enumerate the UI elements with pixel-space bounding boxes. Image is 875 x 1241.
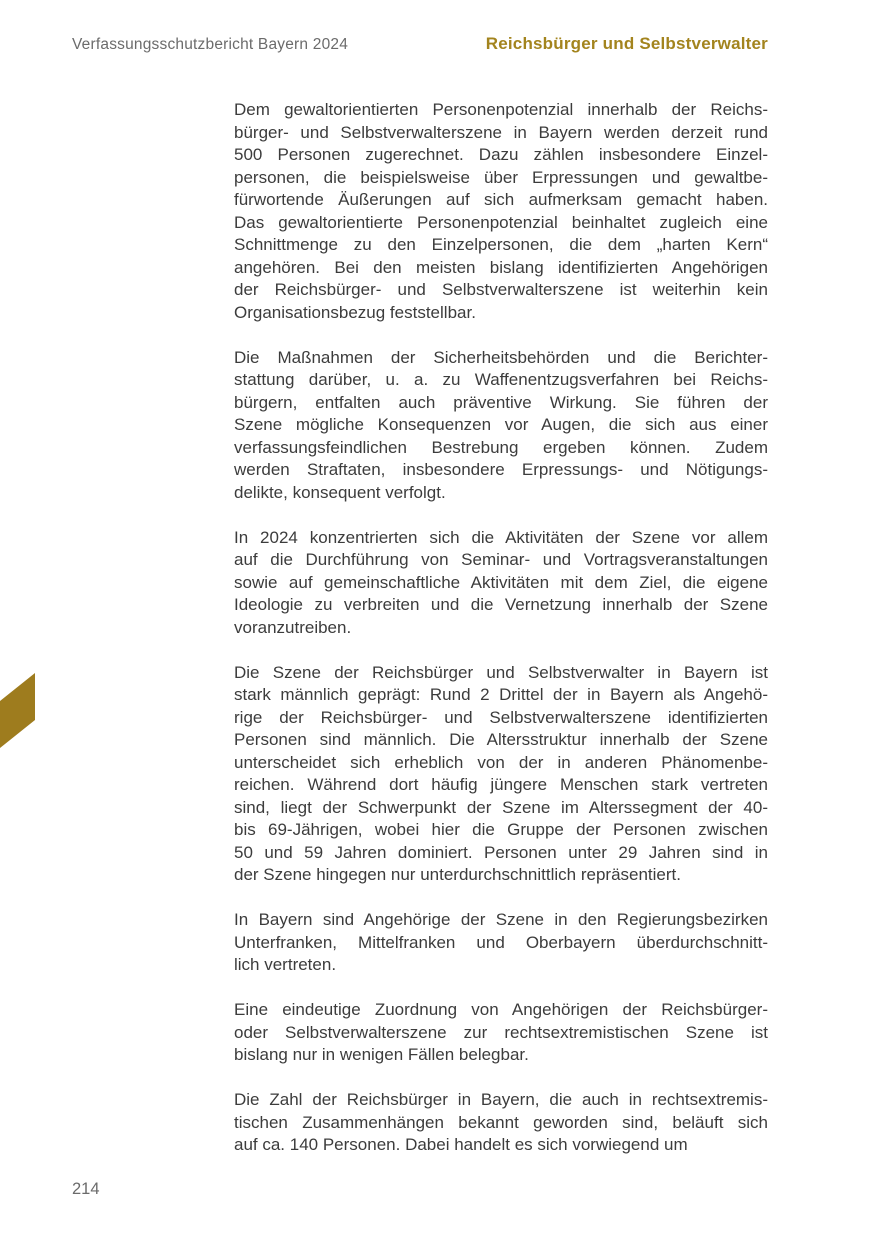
text-line: unterscheidet sich erheblich von der in anderen Phänomenbe- [234, 752, 768, 772]
paragraph [234, 1089, 768, 1157]
text-line: sind, liegt der Schwerpunkt der Szene im Alterssegment der 40- [234, 797, 768, 817]
text-line: angehören. Bei den meisten bislang identifizierten Angehörigen [234, 257, 768, 277]
text-line: Personen sind männlich. Die Altersstruktur innerhalb der Szene [234, 730, 768, 749]
text-line: auf ca. 140 Personen. Dabei handelt es sich vorwiegend um [234, 1135, 688, 1154]
text-line: Organisationsbezug feststellbar. [234, 302, 476, 322]
text-line: fürwortende Äußerungen auf sich aufmerksam gemacht haben. [234, 190, 768, 209]
body-text [234, 99, 768, 1157]
text-line: Schnittmenge zu den Einzelpersonen, die dem „harten Kern“ [234, 235, 768, 254]
paragraph [234, 527, 768, 640]
paragraph [234, 99, 768, 324]
text-line: Die Zahl der Reichsbürger in Bayern, die auch in rechtsextremis- [234, 1090, 768, 1109]
header-section-title: Reichsbürger und Selbstverwalter [485, 34, 768, 53]
paragraph [234, 999, 768, 1067]
text-line: delikte, konsequent verfolgt. [234, 482, 446, 502]
text-line: voranzutreiben. [234, 617, 352, 637]
text-line: reichen. Während dort häufig jüngere Menschen stark vertreten [234, 775, 768, 794]
text-line: bürgern, entfalten auch präventive Wirkung. Sie führen der [234, 392, 768, 412]
text-line: bis 69-Jährigen, wobei hier die Gruppe der Personen zwischen [234, 820, 768, 839]
text-line: Unterfranken, Mittelfranken und Oberbayern überdurchschnitt- [234, 932, 768, 952]
text-line: stattung darüber, u. a. zu Waffenentzugsverfahren bei Reichs- [234, 370, 768, 389]
paragraph [234, 909, 768, 977]
text-line: verfassungsfeindlichen Bestrebung ergeben können. Zudem [234, 437, 768, 457]
text-line: Ideologie zu verbreiten und die Vernetzung innerhalb der Szene [234, 595, 768, 614]
text-line: personen, die beispielsweise über Erpressungen und gewaltbe- [234, 167, 768, 187]
text-line: 50 und 59 Jahren dominiert. Personen unter 29 Jahren sind in [234, 842, 768, 862]
text-line: Die Maßnahmen der Sicherheitsbehörden und die Berichter- [234, 347, 768, 367]
paragraph [234, 347, 768, 505]
text-line: sowie auf gemeinschaftliche Aktivitäten mit dem Ziel, die eigene [234, 572, 768, 592]
text-line: oder Selbstverwalterszene zur rechtsextremistischen Szene ist [234, 1022, 768, 1042]
text-line: tischen Zusammenhängen bekannt geworden sind, beläuft sich [234, 1112, 768, 1132]
text-line: 500 Personen zugerechnet. Dazu zählen insbesondere Einzel- [234, 145, 768, 164]
accent-parallelogram [0, 673, 35, 748]
text-line: der Reichsbürger- und Selbstverwalterszene ist weiterhin kein [234, 280, 768, 299]
text-line: der Szene hingegen nur unterdurchschnittlich repräsentiert. [234, 865, 681, 884]
text-line: auf die Durchführung von Seminar- und Vortragsveranstaltungen [234, 550, 768, 569]
text-line: In Bayern sind Angehörige der Szene in den Regierungsbezirken [234, 910, 768, 929]
text-line: werden Straftaten, insbesondere Erpressungs- und Nötigungs- [234, 460, 768, 479]
text-line: Das gewaltorientierte Personenpotenzial beinhaltet zugleich eine [234, 212, 768, 232]
text-line: bislang nur in wenigen Fällen belegbar. [234, 1045, 529, 1064]
paragraph [234, 662, 768, 887]
text-line: stark männlich geprägt: Rund 2 Drittel der in Bayern als Angehö- [234, 685, 768, 704]
text-line: Szene mögliche Konsequenzen vor Augen, die sich aus einer [234, 415, 768, 434]
text-line: Eine eindeutige Zuordnung von Angehörigen der Reichsbürger- [234, 1000, 768, 1019]
text-line: Die Szene der Reichsbürger und Selbstverwalter in Bayern ist [234, 662, 768, 682]
page-number: 214 [72, 1180, 100, 1198]
header-report-title: Verfassungsschutzbericht Bayern 2024 [72, 36, 349, 53]
text-line: Dem gewaltorientierten Personenpotenzial innerhalb der Reichs- [234, 100, 768, 119]
text-line: rige der Reichsbürger- und Selbstverwalterszene identifizierten [234, 707, 768, 727]
text-line: In 2024 konzentrierten sich die Aktivitäten der Szene vor allem [234, 527, 768, 547]
text-line: lich vertreten. [234, 955, 337, 974]
text-line: bürger- und Selbstverwalterszene in Bayern werden derzeit rund [234, 122, 768, 142]
